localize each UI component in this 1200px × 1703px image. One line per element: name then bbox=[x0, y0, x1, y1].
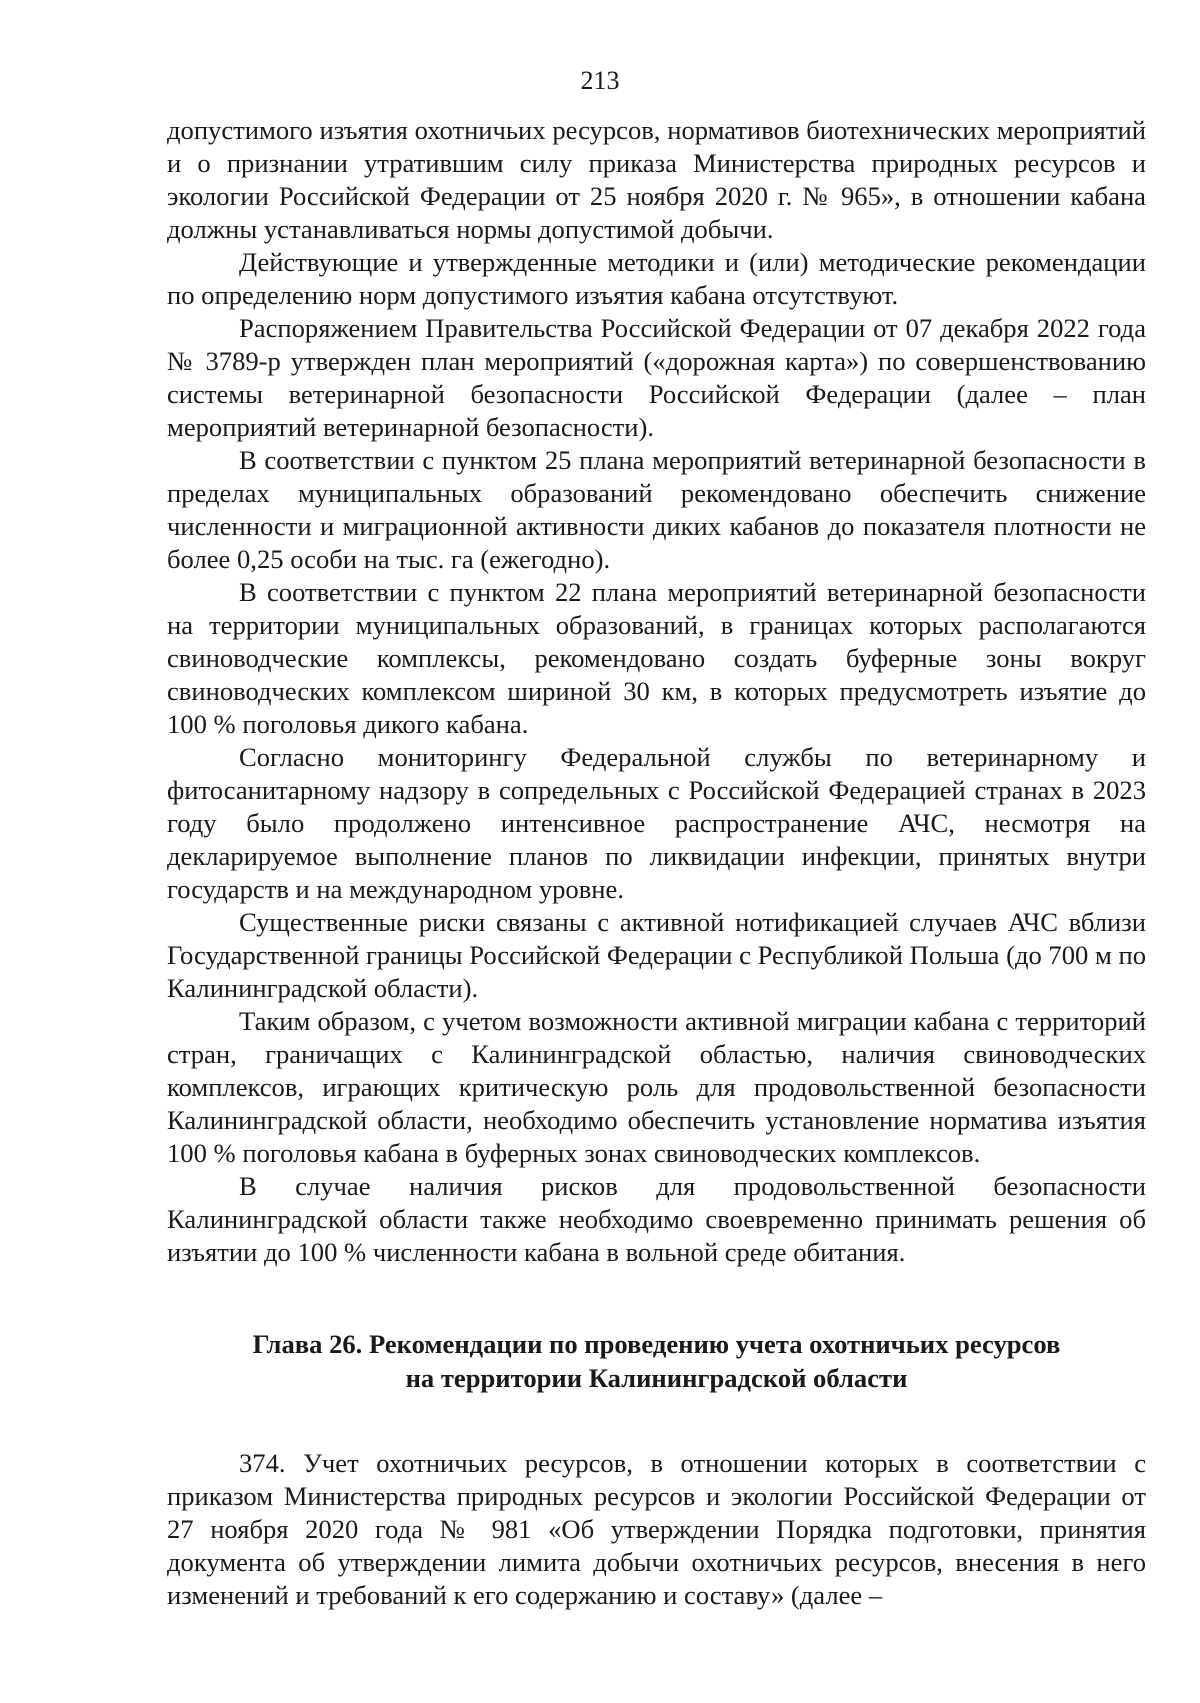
paragraph: Распоряжением Правительства Российской Федерации от 07 декабря 2022 года № 3789-р утвержден план мероприятий («дорожная карта») по совершенствованию системы ветеринарной безопасности Российской Федерации (далее – план мероприятий ветеринарной безопасности). bbox=[167, 313, 1146, 442]
paragraph: В соответствии с пунктом 25 плана мероприятий ветеринарной безопасности в пределах муниципальных образований рекомендовано обеспечить снижение численности и миграционной активности диких кабанов до показателя плотности не более 0,25 особи на тыс. га (ежегодно). bbox=[167, 445, 1146, 574]
chapter-heading-line: на территории Калининградской области bbox=[405, 1363, 908, 1393]
paragraph: Существенные риски связаны с активной нотификацией случаев АЧС вблизи Государственной границы Российской Федерации с Республикой Польша (до 700 м по Калининградской области). bbox=[167, 907, 1146, 1003]
paragraph: Таким образом, с учетом возможности активной миграции кабана с территорий стран, граничащих с Калининградской областью, наличия свиноводческих комплексов, играющих критическую роль для продовольственной безопасности Калининградской области, необходимо обеспечить установление норматива изъятия 100 % поголовья кабана в буферных зонах свиноводческих комплексов. bbox=[167, 1006, 1146, 1168]
paragraph: Действующие и утвержденные методики и (или) методические рекомендации по определению норм допустимого изъятия кабана отсутствуют. bbox=[167, 247, 1146, 310]
document-body bbox=[167, 114, 1146, 1612]
chapter-heading bbox=[167, 1327, 1146, 1395]
paragraph: В случае наличия рисков для продовольственной безопасности Калининградской области также необходимо своевременно принимать решения об изъятии до 100 % численности кабана в вольной среде обитания. bbox=[167, 1171, 1146, 1267]
paragraph: допустимого изъятия охотничьих ресурсов, нормативов биотехнических мероприятий и о признании утратившим силу приказа Министерства природных ресурсов и экологии Российской Федерации от 25 ноября 2020 г. № 965», в отношении кабана должны устанавливаться нормы допустимой добычи. bbox=[167, 115, 1146, 244]
paragraph: Согласно мониторингу Федеральной службы по ветеринарному и фитосанитарному надзору в сопредельных с Российской Федерацией странах в 2023 году было продолжено интенсивное распространение АЧС, несмотря на декларируемое выполнение планов по ликвидации инфекции, принятых внутри государств и на международном уровне. bbox=[167, 742, 1146, 904]
paragraph: В соответствии с пунктом 22 плана мероприятий ветеринарной безопасности на территории муниципальных образований, в границах которых располагаются свиноводческие комплексы, рекомендовано создать буферные зоны вокруг свиноводческих комплексом шириной 30 км, в которых предусмотреть изъятие до 100 % поголовья дикого кабана. bbox=[167, 577, 1146, 739]
paragraph: 374. Учет охотничьих ресурсов, в отношении которых в соответствии с приказом Министерства природных ресурсов и экологии Российской Федерации от 27 ноября 2020 года № 981 «Об утверждении Порядка подготовки, принятия документа об утверждении лимита добычи охотничьих ресурсов, внесения в него изменений и требований к его содержанию и составу» (далее – bbox=[167, 1448, 1146, 1610]
chapter-heading-line: Глава 26. Рекомендации по проведению учета охотничьих ресурсов bbox=[252, 1329, 1061, 1359]
page-number: 213 bbox=[580, 66, 620, 95]
